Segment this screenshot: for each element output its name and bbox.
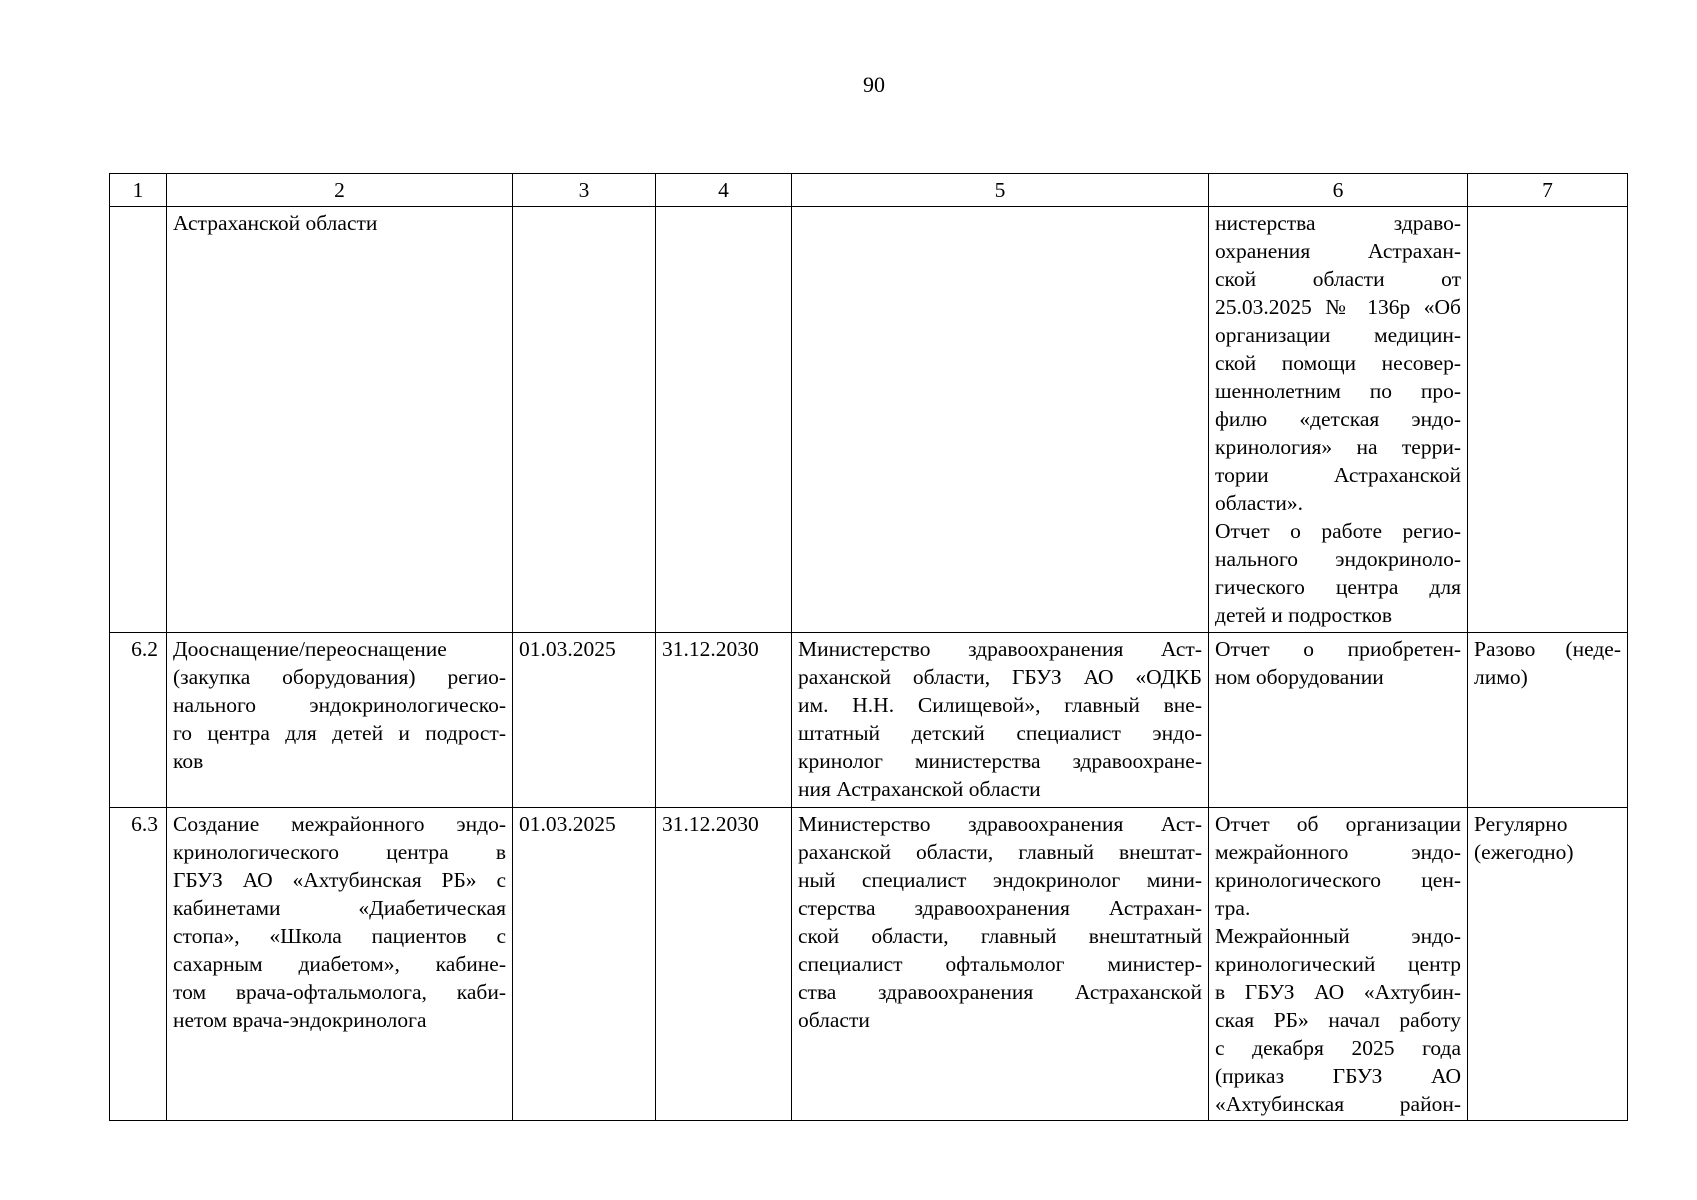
cell-line: (приказ ГБУЗ АО bbox=[1215, 1064, 1461, 1088]
cell-line: детей и подростков bbox=[1215, 603, 1392, 627]
start-date-cell: 01.03.2025 bbox=[513, 633, 656, 808]
table-row bbox=[110, 633, 1628, 808]
row-number bbox=[110, 207, 167, 633]
start-date-cell bbox=[513, 207, 656, 633]
column-header: 4 bbox=[656, 174, 792, 207]
cell-line: кринология» на терри- bbox=[1215, 435, 1461, 459]
cell-line: охранения Астрахан- bbox=[1215, 239, 1461, 263]
cell-line: нетом врача-эндокринолога bbox=[173, 1008, 427, 1032]
cell-line: стерства здравоохранения Астрахан- bbox=[798, 896, 1202, 920]
cell-line: ства здравоохранения Астраханской bbox=[798, 980, 1202, 1004]
measure-name-cell bbox=[167, 633, 513, 808]
cell-line: Министерство здравоохранения Аст- bbox=[798, 637, 1202, 661]
responsible-cell bbox=[792, 808, 1209, 1121]
cell-line: (ежегодно) bbox=[1474, 840, 1574, 864]
column-header: 2 bbox=[167, 174, 513, 207]
cell-line: ГБУЗ АО «Ахтубинская РБ» с bbox=[173, 868, 506, 892]
cell-line: кринологический центр bbox=[1215, 952, 1461, 976]
cell-line: Создание межрайонного эндо- bbox=[173, 812, 506, 836]
cell-line: межрайонного эндо- bbox=[1215, 840, 1461, 864]
cell-line: ской области от bbox=[1215, 267, 1461, 291]
periodicity-cell bbox=[1468, 633, 1628, 808]
row-number: 6.3 bbox=[110, 808, 167, 1121]
row-number: 6.2 bbox=[110, 633, 167, 808]
column-header: 3 bbox=[513, 174, 656, 207]
cell-line: раханской области, ГБУЗ АО «ОДКБ bbox=[798, 665, 1202, 689]
column-header: 5 bbox=[792, 174, 1209, 207]
cell-line: нистерства здраво- bbox=[1215, 211, 1461, 235]
cell-line: го центра для детей и подрост- bbox=[173, 721, 506, 745]
cell-line: в ГБУЗ АО «Ахтубин- bbox=[1215, 980, 1461, 1004]
cell-line: Регулярно bbox=[1474, 812, 1568, 836]
cell-line: ном оборудовании bbox=[1215, 665, 1384, 689]
column-header: 1 bbox=[110, 174, 167, 207]
cell-line: кабинетами «Диабетическая bbox=[173, 896, 506, 920]
cell-line: области». bbox=[1215, 491, 1303, 515]
end-date-cell bbox=[656, 207, 792, 633]
cell-line: Дооснащение/переоснащение bbox=[173, 637, 447, 661]
cell-line: «Ахтубинская район- bbox=[1215, 1092, 1461, 1116]
cell-line: ская РБ» начал работу bbox=[1215, 1008, 1461, 1032]
column-header: 6 bbox=[1209, 174, 1468, 207]
cell-line: ния Астраханской области bbox=[798, 777, 1041, 801]
cell-line: нального эндокриноло- bbox=[1215, 547, 1461, 571]
cell-line: им. Н.Н. Силищевой», главный вне- bbox=[798, 693, 1202, 717]
cell-line: Отчет о работе регио- bbox=[1215, 519, 1461, 543]
responsible-cell bbox=[792, 207, 1209, 633]
cell-line: с декабря 2025 года bbox=[1215, 1036, 1461, 1060]
responsible-cell bbox=[792, 633, 1209, 808]
page-number: 90 bbox=[863, 72, 885, 97]
periodicity-cell bbox=[1468, 808, 1628, 1121]
measure-name-cell bbox=[167, 207, 513, 633]
result-cell bbox=[1209, 633, 1468, 808]
cell-line: ской области, главный внештатный bbox=[798, 924, 1202, 948]
cell-line: ков bbox=[173, 749, 204, 773]
measure-name-cell bbox=[167, 808, 513, 1121]
cell-line: организации медицин- bbox=[1215, 323, 1461, 347]
cell-line: области bbox=[798, 1008, 870, 1032]
result-cell bbox=[1209, 808, 1468, 1121]
end-date-cell: 31.12.2030 bbox=[656, 633, 792, 808]
column-header: 7 bbox=[1468, 174, 1628, 207]
cell-line: штатный детский специалист эндо- bbox=[798, 721, 1202, 745]
cell-line: филю «детская эндо- bbox=[1215, 407, 1461, 431]
cell-line: ный специалист эндокринолог мини- bbox=[798, 868, 1202, 892]
cell-line: ской помощи несовер- bbox=[1215, 351, 1461, 375]
cell-line: лимо) bbox=[1474, 665, 1528, 689]
table-row bbox=[110, 207, 1628, 633]
cell-line: шеннолетним по про- bbox=[1215, 379, 1461, 403]
cell-line: кринологического цен- bbox=[1215, 868, 1461, 892]
table-row bbox=[110, 808, 1628, 1121]
cell-line: Отчет о приобретен- bbox=[1215, 637, 1461, 661]
cell-line: 25.03.2025 № 136р «Об bbox=[1215, 295, 1461, 319]
end-date-cell: 31.12.2030 bbox=[656, 808, 792, 1121]
cell-line: тории Астраханской bbox=[1215, 463, 1461, 487]
cell-line: (закупка оборудования) регио- bbox=[173, 665, 506, 689]
periodicity-cell bbox=[1468, 207, 1628, 633]
result-cell bbox=[1209, 207, 1468, 633]
cell-line: раханской области, главный внештат- bbox=[798, 840, 1202, 864]
cell-line: тра. bbox=[1215, 896, 1251, 920]
cell-line: специалист офтальмолог министер- bbox=[798, 952, 1202, 976]
plan-table bbox=[109, 173, 1628, 1121]
cell-line: гического центра для bbox=[1215, 575, 1461, 599]
cell-line: нального эндокринологическо- bbox=[173, 693, 506, 717]
cell-line: кринолог министерства здравоохране- bbox=[798, 749, 1202, 773]
cell-line: Разово (неде- bbox=[1474, 637, 1621, 661]
cell-line: Астраханской области bbox=[173, 211, 378, 235]
cell-line: Отчет об организации bbox=[1215, 812, 1461, 836]
start-date-cell: 01.03.2025 bbox=[513, 808, 656, 1121]
cell-line: сахарным диабетом», кабине- bbox=[173, 952, 506, 976]
table-body bbox=[110, 207, 1628, 1121]
cell-line: Межрайонный эндо- bbox=[1215, 924, 1461, 948]
cell-line: кринологического центра в bbox=[173, 840, 506, 864]
table-header-row bbox=[110, 174, 1628, 207]
cell-line: Министерство здравоохранения Аст- bbox=[798, 812, 1202, 836]
cell-line: том врача-офтальмолога, каби- bbox=[173, 980, 506, 1004]
cell-line: стопа», «Школа пациентов с bbox=[173, 924, 506, 948]
